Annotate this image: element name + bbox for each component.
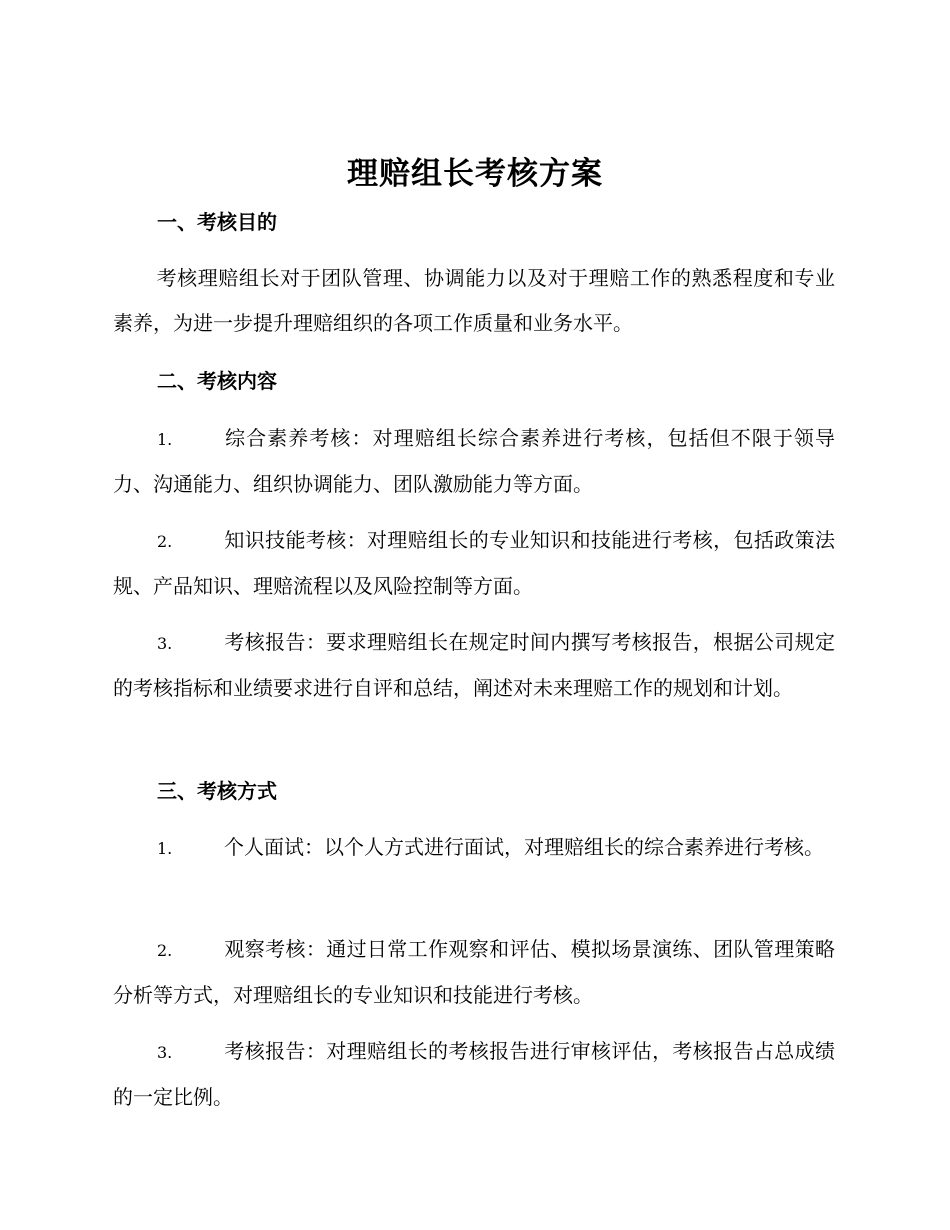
list-item-number: 3. xyxy=(157,1043,173,1062)
list-item-text: 考核报告：对理赔组长的考核报告进行审核评估，考核报告占总成绩的一定比例。 xyxy=(113,1039,835,1109)
list-item xyxy=(113,518,835,609)
list-item-text: 知识技能考核：对理赔组长的专业知识和技能进行考核，包括政策法规、产品知识、理赔流程以及风险控制等方面。 xyxy=(113,528,835,598)
section-heading-content: 二、考核内容 xyxy=(157,369,277,393)
list-item xyxy=(113,927,835,1018)
list-item xyxy=(113,1029,835,1120)
list-item-number: 3. xyxy=(157,634,173,653)
section-heading-purpose: 一、考核目的 xyxy=(157,210,277,234)
paragraph-text: 考核理赔组长对于团队管理、协调能力以及对于理赔工作的熟悉程度和专业素养，为进一步提升理赔组织的各项工作质量和业务水平。 xyxy=(113,266,835,335)
list-item-text: 观察考核：通过日常工作观察和评估、模拟场景演练、团队管理策略分析等方式，对理赔组长的专业知识和技能进行考核。 xyxy=(113,937,835,1007)
list-item-text: 考核报告：要求理赔组长在规定时间内撰写考核报告，根据公司规定的考核指标和业绩要求进行自评和总结，阐述对未来理赔工作的规划和计划。 xyxy=(113,630,835,700)
section-paragraph-purpose xyxy=(113,256,835,346)
list-item xyxy=(113,620,835,711)
page-title: 理赔组长考核方案 xyxy=(347,156,603,192)
list-item-number: 2. xyxy=(157,941,173,960)
section-heading-method: 三、考核方式 xyxy=(157,779,277,803)
list-item-text: 综合素养考核：对理赔组长综合素养进行考核，包括但不限于领导力、沟通能力、组织协调能力、团队激励能力等方面。 xyxy=(113,426,835,496)
list-item-text: 个人面试：以个人方式进行面试，对理赔组长的综合素养进行考核。 xyxy=(224,835,824,859)
list-item xyxy=(113,825,835,871)
list-item-number: 2. xyxy=(157,532,173,551)
list-item-number: 1. xyxy=(157,839,173,858)
list-item-number: 1. xyxy=(157,430,173,449)
list-item xyxy=(113,416,835,507)
